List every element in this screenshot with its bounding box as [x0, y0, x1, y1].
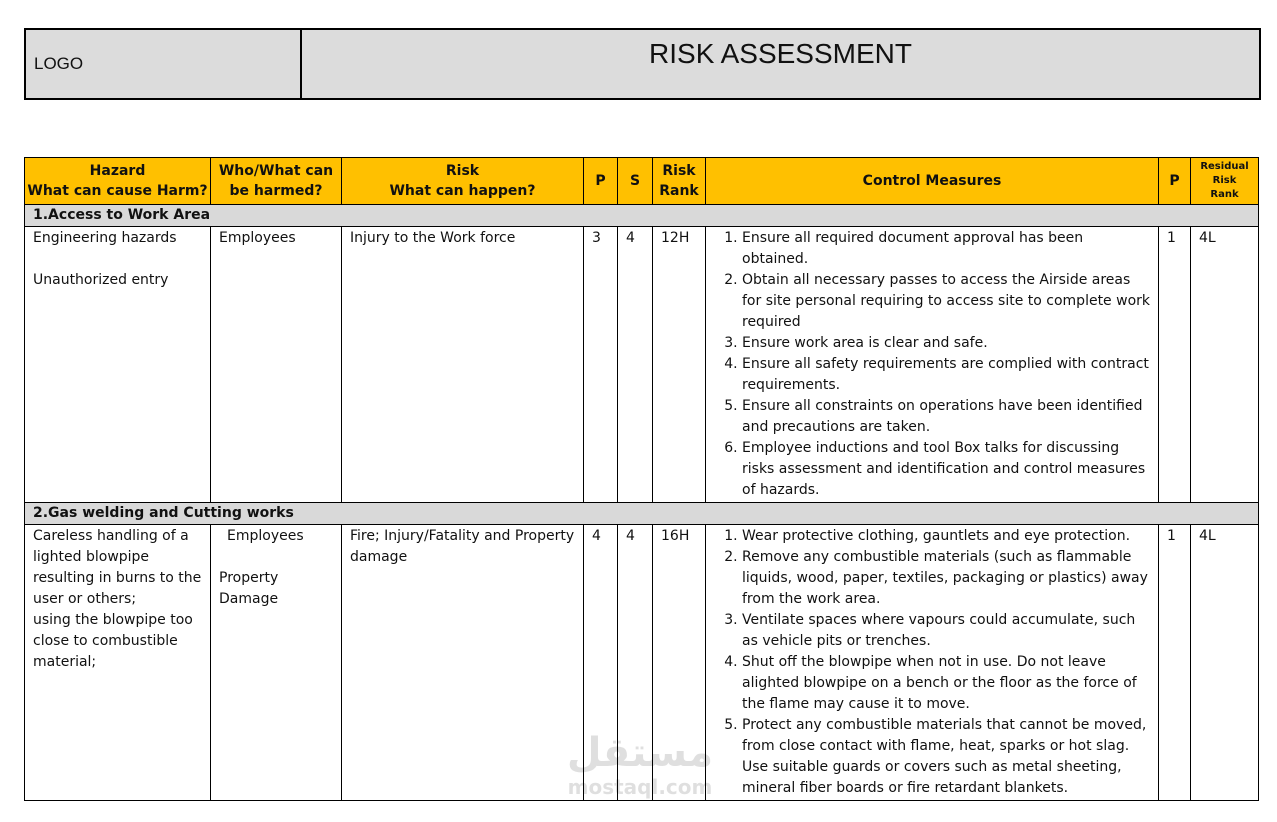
header-risk: Risk What can happen? [342, 158, 584, 205]
control-measure-item: 5. Ensure all constraints on operations have been identified and precautions are taken. [742, 396, 1150, 438]
severity-cell: 4 [618, 525, 653, 801]
risk-cell: Injury to the Work force [342, 227, 584, 503]
control-measure-item: 4. Shut off the blowpipe when not in use. Do not leave alighted blowpipe on a bench or the floor as the force of the flame may cause it to move. [742, 652, 1150, 715]
residual-probability-cell: 1 [1159, 525, 1191, 801]
page-title: RISK ASSESSMENT [649, 38, 912, 69]
header-p-residual: P [1159, 158, 1191, 205]
header-who: Who/What can be harmed? [211, 158, 342, 205]
hazard-item: Careless handling of a lighted blowpipe resulting in burns to the user or others; [33, 528, 202, 607]
hazard-item: Engineering hazards [33, 230, 177, 246]
control-measure-item: 5. Protect any combustible materials that cannot be moved, from close contact with flame, heat, sparks or hot slag. [742, 715, 1150, 757]
hazard-cell [25, 227, 211, 503]
control-measure-item: 6. Employee inductions and tool Box talks for discussing risks assessment and identification and control measures of hazards. [742, 438, 1150, 501]
residual-probability-cell: 1 [1159, 227, 1191, 503]
section-title: 1.Access to Work Area [25, 205, 1259, 227]
probability-cell: 3 [584, 227, 618, 503]
watermark-latin: mostaql.com [567, 775, 713, 799]
table-row [25, 227, 1259, 503]
control-measures-cell [706, 525, 1159, 801]
section-row [25, 205, 1259, 227]
risk-cell: Fire; Injury/Fatality and Property damage [342, 525, 584, 801]
logo-placeholder: LOGO [26, 30, 302, 98]
control-measure-item: 2. Obtain all necessary passes to access the Airside areas for site personal requiring to access site to complete work required [742, 270, 1150, 333]
risk-assessment-table [24, 157, 1259, 801]
residual-risk-rank-cell: 4L [1191, 227, 1259, 503]
risk-rank-cell: 12H [653, 227, 706, 503]
header-risk-rank: Risk Rank [653, 158, 706, 205]
control-measures-list [714, 228, 1150, 501]
risk-rank-cell: 16H [653, 525, 706, 801]
who-item: Employees [219, 230, 296, 246]
control-measure-item: 2. Remove any combustible materials (such as flammable liquids, wood, paper, textiles, packaging or plastics) away from the work area. [742, 547, 1150, 610]
hazard-item: Unauthorized entry [33, 272, 169, 288]
section-row [25, 503, 1259, 525]
control-measure-item: 1. Wear protective clothing, gauntlets and eye protection. [742, 526, 1150, 547]
header-s: S [618, 158, 653, 205]
control-measures-list [714, 526, 1150, 757]
severity-cell: 4 [618, 227, 653, 503]
control-measures-cell [706, 227, 1159, 503]
section-title: 2.Gas welding and Cutting works [25, 503, 1259, 525]
hazard-cell [25, 525, 211, 801]
table-row [25, 525, 1259, 801]
control-measure-note: Use suitable guards or covers such as metal sheeting, mineral fiber boards or fire retardant blankets. [742, 759, 1122, 796]
control-measure-item: 4. Ensure all safety requirements are complied with contract requirements. [742, 354, 1150, 396]
who-item: Employees [227, 528, 304, 544]
residual-risk-rank-cell: 4L [1191, 525, 1259, 801]
who-item: Property Damage [219, 570, 279, 607]
control-measure-item: 3. Ventilate spaces where vapours could accumulate, such as vehicle pits or trenches. [742, 610, 1150, 652]
table-header-row [25, 158, 1259, 205]
control-measure-item: 3. Ensure work area is clear and safe. [742, 333, 1150, 354]
probability-cell: 4 [584, 525, 618, 801]
header-hazard: Hazard What can cause Harm? [25, 158, 211, 205]
header-residual-risk-rank: Residual Risk Rank [1191, 158, 1259, 205]
document-header [24, 28, 1261, 100]
header-control-measures: Control Measures [706, 158, 1159, 205]
who-cell [211, 227, 342, 503]
header-p: P [584, 158, 618, 205]
control-measure-item: 1. Ensure all required document approval has been obtained. [742, 228, 1150, 270]
who-cell [211, 525, 342, 801]
hazard-item: using the blowpipe too close to combustible material; [33, 612, 193, 670]
watermark-arabic: مستقل [566, 730, 714, 776]
